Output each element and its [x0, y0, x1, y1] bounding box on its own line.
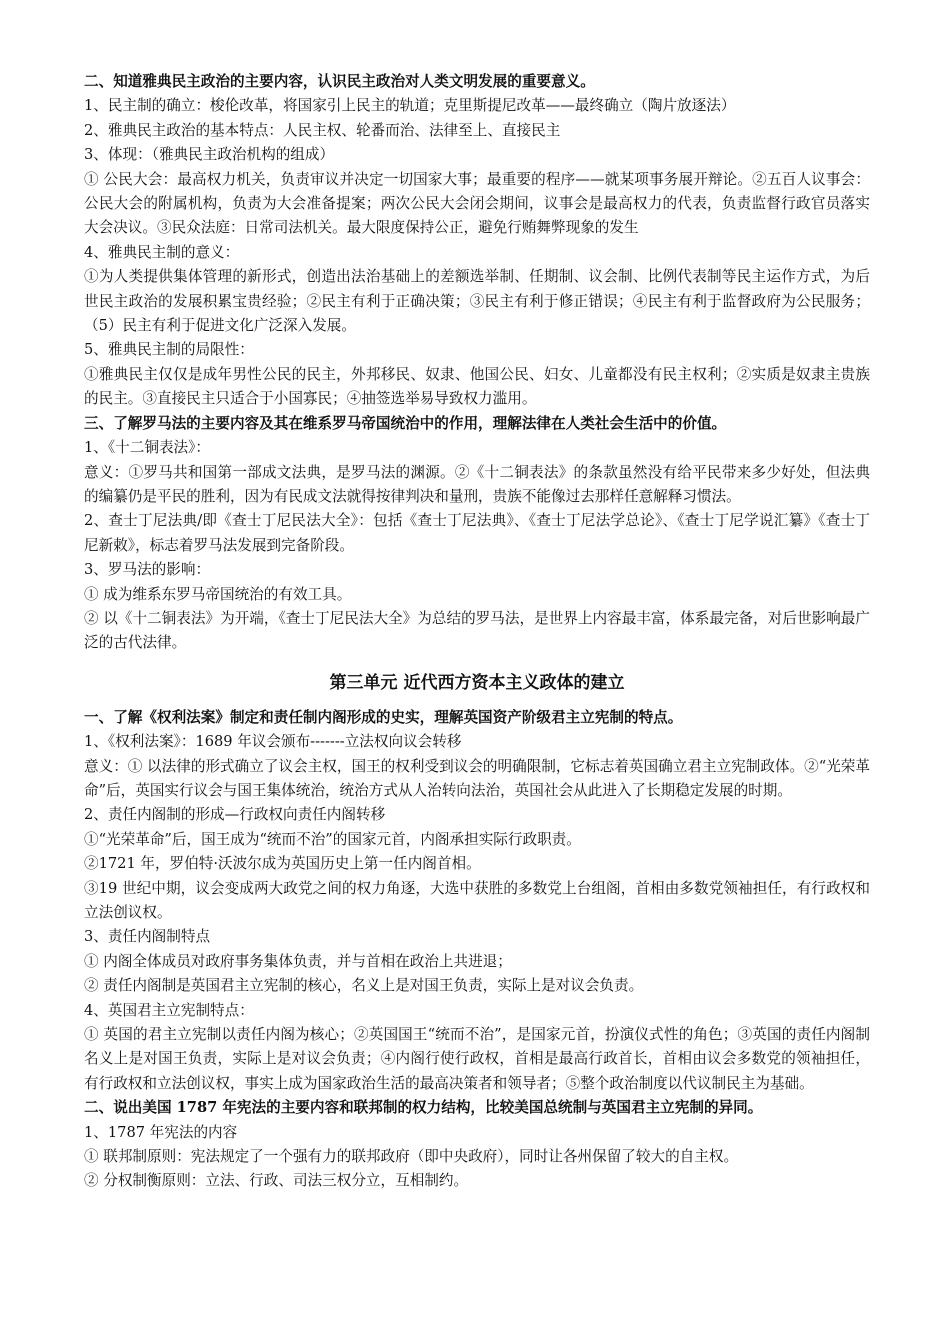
body-paragraph: ②1721 年，罗伯特·沃波尔成为英国历史上第一任内阁首相。	[84, 855, 481, 873]
body-paragraph: 意义：① 以法律的形式确立了议会主权，国王的权利受到议会的明确限制，它标志着英国确立君主立宪制政体。②“光荣革命”后，英国实行议会与国王集体统治，统治方式从人治转向法治，英国社会从此进入了长期稳定发展的时期。	[84, 757, 870, 799]
section-heading: 二、知道雅典民主政治的主要内容，认识民主政治对人类文明发展的重要意义。	[84, 73, 595, 90]
body-paragraph: 2、查士丁尼法典/即《查士丁尼民法大全》：包括《查士丁尼法典》、《查士丁尼法学总论》、《查士丁尼学说汇纂》《查士丁尼新敕》，标志着罗马法发展到完备阶段。	[84, 512, 870, 554]
body-paragraph: 5、雅典民主制的局限性：	[84, 341, 254, 359]
body-paragraph: ① 成为维系东罗马帝国统治的有效工具。	[84, 585, 352, 603]
body-paragraph: 3、责任内阁制特点	[84, 928, 211, 946]
body-paragraph: 1、1787 年宪法的内容	[84, 1123, 238, 1141]
body-paragraph: ③19 世纪中期，议会变成两大政党之间的权力角逐，大选中获胜的多数党上台组阁，首相由多数党领袖担任，有行政权和立法创议权。	[84, 879, 870, 921]
body-paragraph: 1、《权利法案》：1689 年议会颁布-------立法权向议会转移	[84, 733, 462, 751]
body-paragraph: 1、《十二铜表法》：	[84, 439, 211, 457]
body-paragraph: ① 内阁全体成员对政府事务集体负责，并与首相在政治上共进退；	[84, 952, 512, 970]
document-page	[84, 70, 870, 1194]
body-paragraph: 4、雅典民主制的意义：	[84, 243, 240, 261]
body-paragraph: ① 公民大会：最高权力机关，负责审议并决定一切国家大事；最重要的程序——就某项事务展开辩论。②五百人议事会：公民大会的附属机构，负责为大会准备提案；两次公民大会闭会期间，议事会是最高权力的代表，负责监督行政官员落实大会决议。③民众法庭：日常司法机关。最大限度保持公正，避免行贿舞弊现象的发生	[84, 170, 870, 237]
body-paragraph: ①“光荣革命”后，国王成为“统而不治”的国家元首，内阁承担实际行政职责。	[84, 830, 581, 848]
body-paragraph: 2、责任内阁制的形成—行政权向责任内阁转移	[84, 806, 386, 824]
body-paragraph: ② 分权制衡原则：立法、行政、司法三权分立，互相制约。	[84, 1172, 469, 1190]
body-paragraph: ①为人类提供集体管理的新形式，创造出法治基础上的差额选举制、任期制、议会制、比例代表制等民主运作方式，为后世民主政治的发展积累宝贵经验；②民主有利于正确决策；③民主有利于修正错误；④民主有利于监督政府为公民服务；（5）民主有利于促进文化广泛深入发展。	[84, 268, 870, 335]
body-paragraph: 2、雅典民主政治的基本特点：人民主权、轮番而治、法律至上、直接民主	[84, 121, 561, 139]
body-paragraph: 4、英国君主立宪制特点：	[84, 1001, 254, 1019]
body-paragraph: 3、罗马法的影响：	[84, 561, 211, 579]
body-paragraph: ② 责任内阁制是英国君主立宪制的核心，名义上是对国王负责，实际上是对议会负责。	[84, 977, 644, 995]
unit-title: 第三单元 近代西方资本主义政体的建立	[329, 672, 625, 693]
body-paragraph: ① 联邦制原则：宪法规定了一个强有力的联邦政府（即中央政府），同时让各州保留了较大的自主权。	[84, 1148, 739, 1166]
body-paragraph: ①雅典民主仅仅是成年男性公民的民主，外邦移民、奴隶、他国公民、妇女、儿童都没有民主权利；②实质是奴隶主贵族的民主。③直接民主只适合于小国寡民；④抽签选举易导致权力滥用。	[84, 365, 870, 408]
section-heading: 一、了解《权利法案》制定和责任制内阁形成的史实，理解英国资产阶级君主立宪制的特点。	[84, 708, 683, 726]
body-paragraph: 1、民主制的确立：梭伦改革，将国家引上民主的轨道；克里斯提尼改革——最终确立（陶片放逐法）	[84, 97, 736, 115]
section-heading: 三、了解罗马法的主要内容及其在维系罗马帝国统治中的作用，理解法律在人类社会生活中的价值。	[84, 414, 727, 432]
body-paragraph: ② 以《十二铜表法》为开端，《查士丁尼民法大全》为总结的罗马法，是世界上内容最丰富，体系最完备，对后世影响最广泛的古代法律。	[84, 609, 870, 652]
body-paragraph: 3、体现：（雅典民主政治机构的组成）	[84, 146, 335, 164]
body-paragraph: ① 英国的君主立宪制以责任内阁为核心；②英国国王“统而不治”，是国家元首，扮演仪式性的角色；③英国的责任内阁制名义上是对国王负责，实际上是对议会负责；④内阁行使行政权，首相是最高行政首长，首相由议会多数党的领袖担任，有行政权和立法创议权，事实上成为国家政治生活的最高决策者和领导者；⑤整个政治制度以代议制民主为基础。	[84, 1026, 870, 1092]
body-paragraph: 意义：①罗马共和国第一部成文法典，是罗马法的渊源。②《十二铜表法》的条款虽然没有给平民带来多少好处，但法典的编纂仍是平民的胜利，因为有民成文法就得按律判决和量刑，贵族不能像过去那样任意解释习惯法。	[84, 463, 870, 505]
section-heading: 二、说出美国 1787 年宪法的主要内容和联邦制的权力结构，比较美国总统制与英国君主立宪制的异同。	[84, 1099, 763, 1117]
